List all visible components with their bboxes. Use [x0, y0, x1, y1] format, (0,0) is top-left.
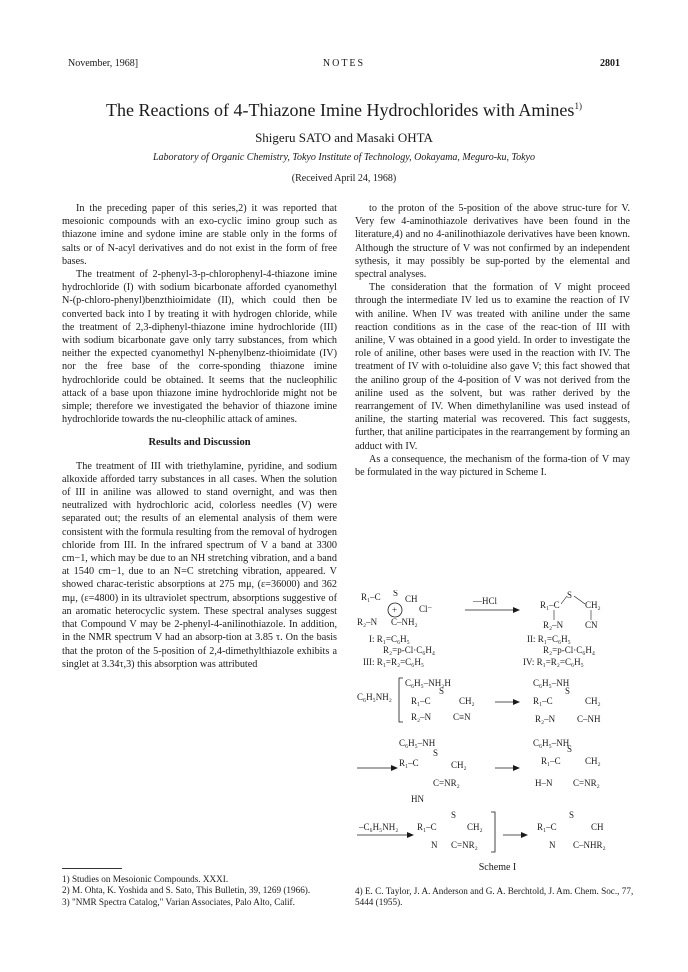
scheme-caption: Scheme I: [478, 862, 517, 873]
paragraph: As a consequence, the mechanism of the forma-tion of V may be formulated in the way pictured in Scheme I.: [355, 453, 630, 479]
bond: [574, 596, 585, 604]
adduct-r2: R₂–N: [411, 712, 432, 722]
header-section: NOTES: [322, 58, 366, 69]
received-date: (Received April 24, 1968): [291, 173, 397, 184]
bond: [561, 596, 567, 604]
r4p-sulfur: S: [569, 810, 575, 820]
r3-cnr2: C=NR₂: [433, 778, 460, 788]
header-date: November, 1968]: [68, 58, 139, 69]
paragraph: to the proton of the 5-position of the above struc-ture for V. Very few 4-aminothiazole derivatives have been found in the literature,4) and no 4-anilinothiazole derivatives have been known. Although the structure of V was not confirmed by an independent sythesis, it may possibly be sup-ported by the elemental and spectral analyses.: [355, 203, 630, 281]
product-r1: R₁–C: [540, 600, 560, 610]
r3p-aniline: C₆H₅–NH: [533, 738, 570, 748]
arrow-head: [391, 765, 398, 771]
def-IV: IV: R₁=R₂=C₆H₅: [523, 657, 584, 667]
adduct-cn: C≡N: [453, 712, 471, 722]
r3-r1: R₁–C: [399, 758, 419, 768]
r3-hn: HN: [411, 794, 424, 804]
paragraph: The consideration that the formation of V might proceed through the intermediate IV led us to examine the reaction of IV with aniline. When IV was treated with aniline under the same reaction conditions as in the case of the reac-tion of III with aniline, V was obtained in a good yield. In order to investigate the role of aniline, other bases were used in the reaction with IV. The treatment of IV with o-toluidine also gave V; this fact showed that the anilino group of the 4-position of V was not derived from the aniline used as the solvent, but was rather derived by the rearrangement of IV. When dimethylaniline was used instead of aniline, the starting material was recovered. This fact suggests, further, that aniline participates in the rearrangement by forming an adduct with IV.: [355, 282, 630, 452]
scheme-row-4: [357, 810, 606, 852]
r3p-r1: R₁–C: [541, 756, 561, 766]
product-cn: CN: [585, 620, 598, 630]
arrow-head: [513, 699, 520, 705]
adduct-aniline: C₆H₅–NH₂H: [405, 678, 451, 688]
reaction-scheme: [355, 590, 640, 865]
product-ch2: CH₂: [585, 600, 601, 610]
compound-definitions: [363, 634, 595, 667]
product-r2: R₂–N: [543, 620, 564, 630]
footnotes-right: [355, 886, 635, 909]
bracket: [491, 812, 495, 852]
r4-ch2: CH₂: [467, 822, 483, 832]
int-r2: R₂–N: [535, 714, 556, 724]
footnotes-left: [62, 874, 337, 908]
r4p-ch: CH: [591, 822, 604, 832]
int-aniline: C₆H₅–NH: [533, 678, 570, 688]
r4p-n: N: [549, 840, 556, 850]
footnote: 4) E. C. Taylor, J. A. Anderson and G. A. Berchtold, J. Am. Chem. Soc., 77, 5444 (1955).: [355, 886, 634, 908]
r4-n: N: [431, 840, 438, 850]
r4-r1: R₁–C: [417, 822, 437, 832]
ch-label: CH: [405, 594, 418, 604]
chloride-label: Cl⁻: [419, 604, 433, 614]
amine-carbon-label: C–NH₂: [391, 617, 418, 627]
affiliation: Laboratory of Organic Chemistry, Tokyo Institute of Technology, Ookayama, Meguro-ku, Tokyo: [152, 152, 535, 163]
footnote-rule: [62, 868, 122, 869]
r4-sulfur: S: [451, 810, 457, 820]
paragraph: The treatment of III with triethylamine, pyridine, and sodium alkoxide afforded tarry substances in all cases. When the solution of III in aniline was allowed to stand overnight, and was then neutralized with hydrochloric acid, colorless needles (V) were separated out; the results of an elemental analysis of them were consistent with the formula resulting from the removal of hydrogen chloride from III. In the infrared spectrum of V a band at 3300 cm−1, which may be due to an NH stretching vibration, and a band at 1540 cm−1, due to an N=C stretching vibration, appeared. V showed charac-teristic absorptions at 275 mμ, (ε=36000) and 362 mμ, (ε=4800) in its ultraviolet spectrum, absorptions suggestive of an aromatic heterocyclic system. These spectral analyses suggest that Compound V may be 2-phenyl-4-anilinothiazole. In addition, in the NMR spectrum V had an absorp-tion at 3.85 τ. On the basis that the proton of the 5-position of 2,4-dimethylthiazole exhibits a singlet at 3.34τ,3) this absorption was attributed: [62, 460, 337, 670]
product-sulfur: S: [567, 590, 573, 600]
r3p-sulfur: S: [567, 744, 573, 754]
reagent-aniline: C₆H₅NH₂: [357, 692, 392, 702]
adduct-r1: R₁–C: [411, 696, 431, 706]
title-text: The Reactions of 4-Thiazone Imine Hydrochlorides with Amines: [106, 100, 575, 120]
paragraph: In the preceding paper of this series,2) it was reported that mesoionic compounds with an exo-cyclic imino group such as thiazone imine and sydone imine are stable only in the forms of salts or of N-acyl derivatives and do not exist in the form of free bases.: [62, 203, 337, 267]
r2-label: R₂–N: [357, 617, 378, 627]
bracket: [399, 678, 403, 722]
footnote: 1) Studies on Mesoionic Compounds. XXXI.: [62, 874, 229, 884]
r3p-cnr2: C=NR₂: [573, 778, 600, 788]
r4-cnr2: C=NR₂: [451, 840, 478, 850]
scheme-row-2: [357, 678, 601, 724]
arrow-label: —HCl: [473, 596, 498, 606]
page-number: 2801: [600, 58, 620, 69]
paragraph: The treatment of 2-phenyl-3-p-chlorophenyl-4-thiazone imine hydrochloride (I) with sodium bicarbonate afforded cyanomethyl N-(p-chloro-phenyl)benzthioimidate (II), which could then be converted back into I by treating it with hydrogen chloride, while the treatment of 2,3-diphenyl-thiazone imine hydrochloride (III) with sodium bicarbonate gave only tarry substances, from which neither the expected cyanomethyl N-phenylbenz-thioimidate (IV) nor the free base of the corre-sponding thiazone imine hydrochloride could be obtained. It seems that the nucleophilic attack of a base upon thiazone imine hydrochloride might not be simple; therefore we investigated the behavior of thiazone imine hydrochloride towards the nu-cleophilic attack of amines.: [62, 269, 337, 426]
arrow-head: [513, 765, 520, 771]
r1-label: R₁–C: [361, 592, 381, 602]
r4p-r1: R₁–C: [537, 822, 557, 832]
r3-sulfur: S: [433, 748, 439, 758]
r4-reagent: –C₆H₅NH₂: [359, 822, 399, 832]
scheme-row-3: [357, 738, 601, 804]
r3p-ch2: CH₂: [585, 756, 601, 766]
r3-aniline: C₆H₅–NH: [399, 738, 436, 748]
r3p-hn: H–N: [535, 778, 553, 788]
running-header: [68, 58, 620, 72]
int-sulfur: S: [565, 686, 571, 696]
left-column: [62, 202, 337, 671]
int-r1: R₁–C: [533, 696, 553, 706]
right-column: [355, 202, 630, 479]
r3-ch2: CH₂: [451, 760, 467, 770]
arrow-head: [521, 832, 528, 838]
def-III: III: R₁=R₂=C₆H₅: [363, 657, 424, 667]
author-line: Shigeru SATO and Masaki OHTA: [255, 130, 433, 145]
r4p-c: C–NHR₂: [573, 840, 606, 850]
footnote: 3) "NMR Spectra Catalog," Varian Associates, Palo Alto, Calif.: [62, 896, 295, 907]
section-heading: Results and Discussion: [148, 437, 251, 449]
adduct-sulfur: S: [439, 686, 445, 696]
def-I: I: R₁=C₆H₅: [369, 634, 410, 644]
arrow-head: [407, 832, 414, 838]
title-footnote-ref: 1): [574, 101, 582, 111]
scheme-row-1: [357, 590, 601, 630]
footnote: 2) M. Ohta, K. Yoshida and S. Sato, This Bulletin, 39, 1269 (1966).: [62, 885, 311, 896]
int-c: C–NH: [577, 714, 601, 724]
plus-sign: +: [392, 605, 398, 615]
def-I-r2: R₂=p-Cl·C₆H₄: [383, 645, 435, 655]
def-II: II: R₁=C₆H₅: [527, 634, 571, 644]
def-II-r2: R₂=p-Cl·C₆H₄: [543, 645, 595, 655]
arrow-head: [513, 607, 520, 613]
adduct-ch2: CH₂: [459, 696, 475, 706]
int-ch2: CH₂: [585, 696, 601, 706]
article-title: [60, 100, 628, 121]
sulfur-label: S: [393, 590, 399, 598]
